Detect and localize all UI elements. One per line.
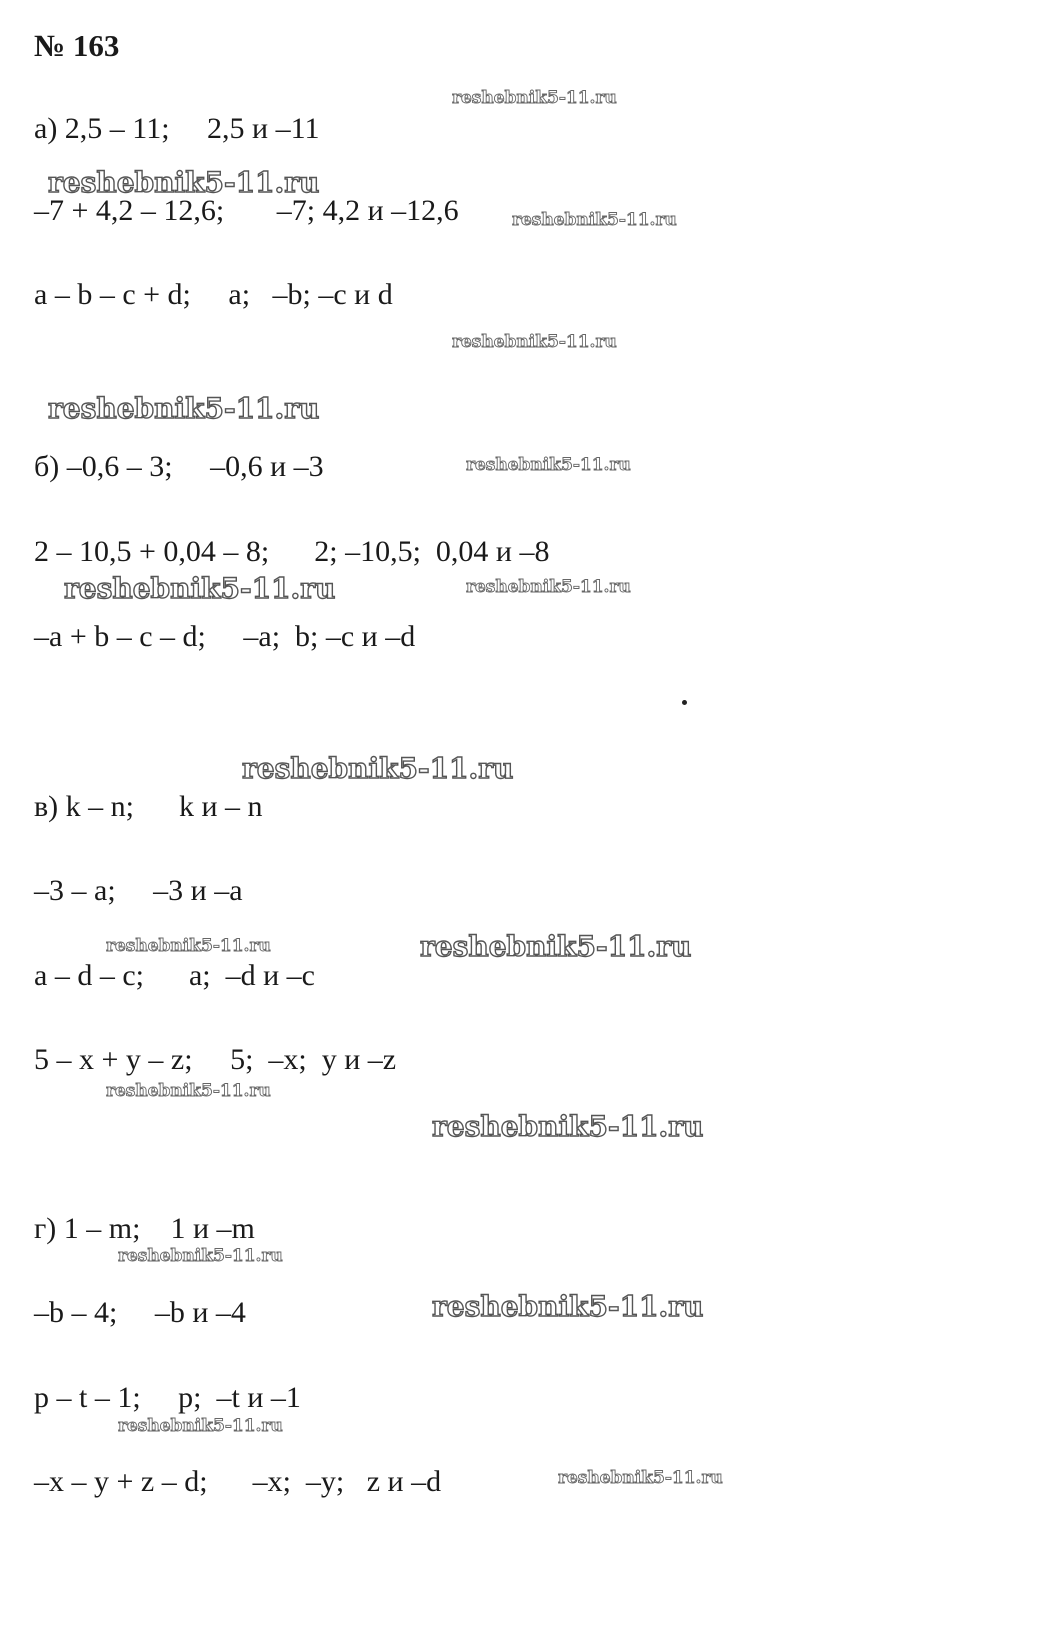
part-a-line-3: a – b – c + d; a; –b; –c и d — [34, 278, 393, 311]
watermark: reshebnik5-11.ru — [242, 752, 514, 785]
part-g-line-2: –b – 4; –b и –4 — [34, 1296, 246, 1329]
watermark: reshebnik5-11.ru — [452, 332, 617, 352]
part-b-line-3: –a + b – c – d; –a; b; –c и –d — [34, 620, 416, 653]
part-v-line-3: a – d – c; a; –d и –c — [34, 959, 315, 992]
watermark: reshebnik5-11.ru — [558, 1468, 723, 1488]
watermark: reshebnik5-11.ru — [48, 392, 320, 425]
watermark: reshebnik5-11.ru — [466, 577, 631, 597]
watermark: reshebnik5-11.ru — [512, 210, 677, 230]
part-v-line-4: 5 – x + y – z; 5; –x; y и –z — [34, 1043, 397, 1076]
stray-dot — [682, 700, 687, 705]
watermark: reshebnik5-11.ru — [48, 166, 320, 199]
part-v-line-1: в) k – n; k и – n — [34, 790, 263, 823]
watermark: reshebnik5-11.ru — [432, 1110, 704, 1143]
watermark: reshebnik5-11.ru — [466, 455, 631, 475]
watermark: reshebnik5-11.ru — [106, 936, 271, 956]
part-a-line-1: а) 2,5 – 11; 2,5 и –11 — [34, 112, 320, 145]
watermark: reshebnik5-11.ru — [118, 1246, 283, 1266]
part-a-line-2: –7 + 4,2 – 12,6; –7; 4,2 и –12,6 — [34, 194, 459, 227]
part-g-line-4: –x – y + z – d; –x; –y; z и –d — [34, 1465, 442, 1498]
part-g-line-1: г) 1 – m; 1 и –m — [34, 1212, 255, 1245]
watermark: reshebnik5-11.ru — [106, 1081, 271, 1101]
part-v-line-2: –3 – a; –3 и –a — [34, 874, 243, 907]
watermark: reshebnik5-11.ru — [118, 1416, 283, 1436]
part-b-line-2: 2 – 10,5 + 0,04 – 8; 2; –10,5; 0,04 и –8 — [34, 535, 550, 568]
part-b-line-1: б) –0,6 – 3; –0,6 и –3 — [34, 450, 324, 483]
part-g-line-3: p – t – 1; p; –t и –1 — [34, 1381, 301, 1414]
watermark: reshebnik5-11.ru — [420, 930, 692, 963]
watermark: reshebnik5-11.ru — [432, 1290, 704, 1323]
problem-number: № 163 — [34, 28, 120, 63]
watermark: reshebnik5-11.ru — [452, 88, 617, 108]
watermark: reshebnik5-11.ru — [64, 572, 336, 605]
